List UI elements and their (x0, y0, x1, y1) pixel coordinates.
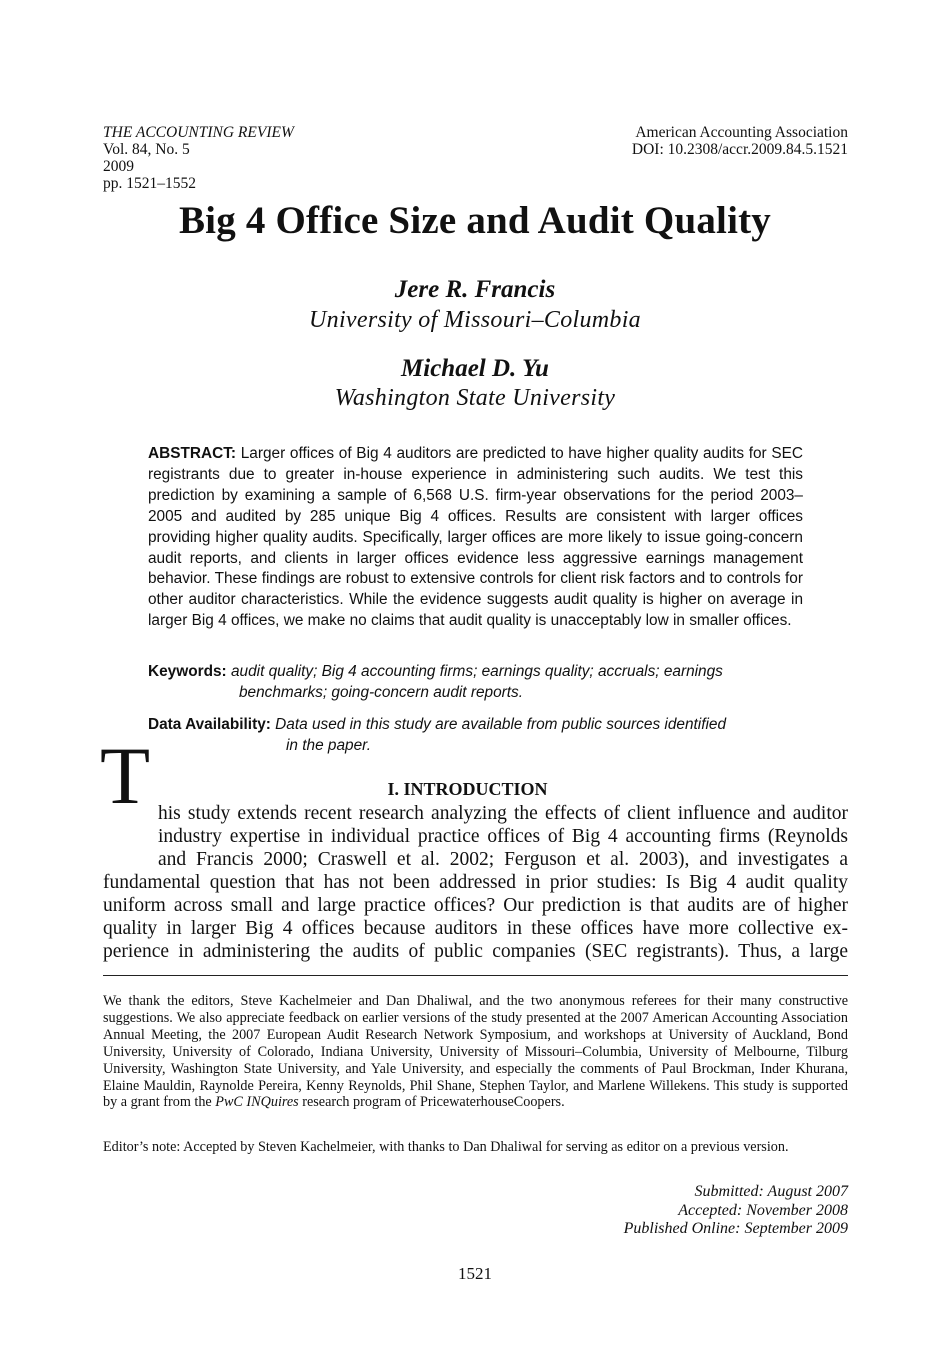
journal-header (103, 124, 294, 192)
body-line: and Francis 2000; Craswell et al. 2002; Ferguson et al. 2003), and investigates a (158, 849, 848, 870)
footnote-divider (103, 975, 848, 976)
abstract (148, 444, 803, 632)
drop-cap: T (100, 730, 151, 821)
journal-volume: Vol. 84, No. 5 (103, 141, 190, 158)
author-affiliation: University of Missouri–Columbia (309, 307, 641, 333)
footnote-text: We thank the editors, Steve Kachelmeier and Dan Dhaliwal, and the two anonymous referees for their many constructive suggestions. We also appreciate feedback on earlier versions of the study presented at the 2007 American Accounting Association Annual Meeting, the 2007 European Audit Research Network Symposium, and workshops at University of Auckland, Bond University, University of Colorado, Indiana University, University of Missouri–Columbia, University of Melbourne, Tilburg University, Washington State University, and Yale University, and especially the comments of Paul Brockman, Inder Khurana, Elaine Mauldin, Raynolde Pereira, Kenny Reynolds, Phil Shane, Stephen Taylor, and Marlene Willekens. This study is supported by a grant from the (103, 993, 848, 1111)
abstract-text: Larger offices of Big 4 auditors are predicted to have higher quality audits for SEC registrants due to greater in-house experience in administering such audits. We test this prediction by examining a sample of 6,568 U.S. firm-year observations for the period 2003–2005 and audited by 285 unique Big 4 offices. Results are consistent with larger offices providing higher quality audits. Specifically, larger offices are more likely to issue going-concern audit reports, and clients in larger offices evidence less aggressive earnings management behavior. These findings are robust to extensive controls for client risk factors and to controls for other auditor characteristics. While the evidence suggests audit quality is higher on average in larger Big 4 offices, we make no claims that audit quality is unacceptably low in smaller offices. (148, 445, 803, 630)
keywords-label: Keywords: (148, 663, 227, 680)
body-line: his study extends recent research analyzing the effects of client influence and auditor (158, 803, 848, 824)
author-name: Michael D. Yu (401, 355, 549, 382)
publisher-header (632, 124, 848, 158)
body-line: perience in administering the audits of public companies (SEC registrants). Thus, a large (103, 941, 848, 962)
submitted-date: Submitted: August 2007 (694, 1183, 848, 1200)
data-availability (148, 715, 808, 757)
accepted-date: Accepted: November 2008 (678, 1201, 848, 1219)
data-availability-text-cont: in the paper. (286, 736, 371, 754)
publisher-name: American Accounting Association (635, 124, 848, 141)
editor-note: Editor’s note: Accepted by Steven Kachelmeier, with thanks to Dan Dhaliwal for serving as editor on a previous version. (103, 1139, 789, 1155)
body-line: uniform across small and large practice offices? Our prediction is that audits are of higher (103, 895, 848, 916)
introduction-body (103, 802, 848, 963)
acknowledgements-footnote (103, 993, 848, 1111)
journal-pages: pp. 1521–1552 (103, 175, 196, 192)
publication-dates (624, 1183, 848, 1239)
data-availability-text: Data used in this study are available from public sources identified (275, 716, 727, 733)
journal-year: 2009 (103, 158, 134, 175)
body-line: quality in larger Big 4 offices because auditors in these offices have more collective ex- (103, 918, 848, 939)
section-heading: I. INTRODUCTION (387, 779, 548, 799)
data-availability-label: Data Availability: (148, 716, 271, 733)
journal-name: THE ACCOUNTING REVIEW (103, 124, 294, 141)
keywords (148, 662, 808, 704)
doi[interactable]: DOI: 10.2308/accr.2009.84.5.1521 (631, 141, 848, 158)
footnote-text-end: research program of PricewaterhouseCoopers. (298, 1094, 565, 1111)
abstract-label: ABSTRACT: (148, 445, 237, 462)
page-number: 1521 (458, 1264, 492, 1283)
footnote-program: PwC INQuires (215, 1094, 299, 1111)
paper-title: Big 4 Office Size and Audit Quality (178, 199, 772, 242)
keywords-text-cont: benchmarks; going-concern audit reports. (239, 683, 524, 701)
body-line: fundamental question that has not been addressed in prior studies: Is Big 4 audit quality (103, 872, 848, 893)
keywords-text: audit quality; Big 4 accounting firms; earnings quality; accruals; earnings (230, 663, 723, 680)
body-line: industry expertise in individual practice offices of Big 4 accounting firms (Reynolds (158, 826, 848, 847)
author-name: Jere R. Francis (394, 276, 556, 303)
author-affiliation: Washington State University (334, 385, 616, 411)
published-date: Published Online: September 2009 (623, 1220, 848, 1238)
